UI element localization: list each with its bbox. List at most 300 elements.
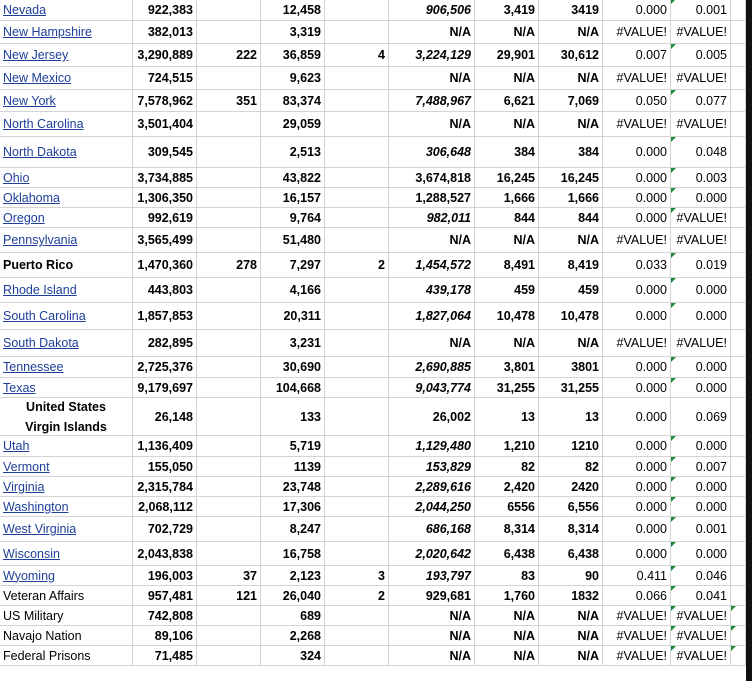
- cell-col-9[interactable]: 0.000: [671, 188, 731, 207]
- cell-col-3[interactable]: 23,748: [261, 477, 325, 496]
- cell-col-7[interactable]: 13: [539, 398, 603, 435]
- cell-jurisdiction[interactable]: Tennessee: [0, 357, 133, 377]
- cell-col-3[interactable]: 5,719: [261, 436, 325, 456]
- cell-empty[interactable]: [731, 168, 746, 187]
- cell-jurisdiction[interactable]: North Dakota: [0, 137, 133, 167]
- cell-empty[interactable]: [731, 21, 746, 43]
- cell-col-5[interactable]: 1,454,572: [389, 253, 475, 277]
- cell-col-7[interactable]: N/A: [539, 330, 603, 356]
- cell-col-6[interactable]: 3,801: [475, 357, 539, 377]
- cell-col-8[interactable]: 0.000: [603, 278, 671, 302]
- cell-col-4[interactable]: [325, 477, 389, 496]
- cell-col-6[interactable]: 82: [475, 457, 539, 476]
- cell-empty[interactable]: [731, 303, 746, 329]
- cell-col-4[interactable]: 3: [325, 566, 389, 585]
- cell-col-8[interactable]: #VALUE!: [603, 112, 671, 136]
- cell-jurisdiction[interactable]: Rhode Island: [0, 278, 133, 302]
- cell-col-1[interactable]: 3,501,404: [133, 112, 197, 136]
- cell-col-9[interactable]: 0.000: [671, 357, 731, 377]
- cell-col-5[interactable]: 2,044,250: [389, 497, 475, 516]
- cell-col-2[interactable]: 351: [197, 90, 261, 111]
- cell-jurisdiction[interactable]: New York: [0, 90, 133, 111]
- cell-col-7[interactable]: 31,255: [539, 378, 603, 397]
- cell-col-2[interactable]: [197, 378, 261, 397]
- cell-col-2[interactable]: [197, 398, 261, 435]
- cell-jurisdiction[interactable]: West Virginia: [0, 517, 133, 541]
- cell-col-4[interactable]: [325, 208, 389, 227]
- cell-col-7[interactable]: 82: [539, 457, 603, 476]
- cell-col-4[interactable]: [325, 330, 389, 356]
- cell-col-7[interactable]: 3801: [539, 357, 603, 377]
- cell-col-9[interactable]: #VALUE!: [671, 646, 731, 665]
- cell-col-7[interactable]: 6,438: [539, 542, 603, 565]
- cell-empty[interactable]: [731, 278, 746, 302]
- cell-col-6[interactable]: N/A: [475, 228, 539, 252]
- cell-col-1[interactable]: 71,485: [133, 646, 197, 665]
- cell-col-1[interactable]: 196,003: [133, 566, 197, 585]
- cell-col-6[interactable]: 16,245: [475, 168, 539, 187]
- cell-col-3[interactable]: 2,268: [261, 626, 325, 645]
- cell-col-1[interactable]: 1,306,350: [133, 188, 197, 207]
- cell-col-5[interactable]: 193,797: [389, 566, 475, 585]
- cell-col-5[interactable]: 906,506: [389, 0, 475, 20]
- cell-col-9[interactable]: #VALUE!: [671, 67, 731, 89]
- cell-col-3[interactable]: 104,668: [261, 378, 325, 397]
- cell-col-6[interactable]: 29,901: [475, 44, 539, 66]
- cell-jurisdiction[interactable]: Wyoming: [0, 566, 133, 585]
- cell-col-3[interactable]: 8,247: [261, 517, 325, 541]
- cell-col-8[interactable]: 0.066: [603, 586, 671, 605]
- cell-col-9[interactable]: #VALUE!: [671, 606, 731, 625]
- cell-col-7[interactable]: N/A: [539, 112, 603, 136]
- cell-col-4[interactable]: [325, 0, 389, 20]
- cell-col-9[interactable]: 0.000: [671, 278, 731, 302]
- cell-empty[interactable]: [731, 646, 746, 665]
- cell-col-6[interactable]: N/A: [475, 606, 539, 625]
- cell-col-2[interactable]: [197, 357, 261, 377]
- cell-col-2[interactable]: 278: [197, 253, 261, 277]
- cell-col-1[interactable]: 282,895: [133, 330, 197, 356]
- cell-col-4[interactable]: [325, 517, 389, 541]
- cell-col-8[interactable]: #VALUE!: [603, 21, 671, 43]
- cell-col-1[interactable]: 3,565,499: [133, 228, 197, 252]
- cell-col-7[interactable]: 90: [539, 566, 603, 585]
- cell-col-6[interactable]: 3,419: [475, 0, 539, 20]
- cell-col-5[interactable]: 9,043,774: [389, 378, 475, 397]
- cell-col-3[interactable]: 2,123: [261, 566, 325, 585]
- cell-col-8[interactable]: 0.000: [603, 0, 671, 20]
- cell-col-8[interactable]: 0.033: [603, 253, 671, 277]
- cell-col-5[interactable]: 306,648: [389, 137, 475, 167]
- cell-empty[interactable]: [731, 477, 746, 496]
- cell-jurisdiction[interactable]: Ohio: [0, 168, 133, 187]
- cell-col-9[interactable]: 0.041: [671, 586, 731, 605]
- cell-col-3[interactable]: 16,758: [261, 542, 325, 565]
- cell-col-9[interactable]: 0.019: [671, 253, 731, 277]
- cell-empty[interactable]: [731, 378, 746, 397]
- cell-col-6[interactable]: N/A: [475, 626, 539, 645]
- cell-col-2[interactable]: [197, 21, 261, 43]
- cell-empty[interactable]: [731, 606, 746, 625]
- cell-col-3[interactable]: 4,166: [261, 278, 325, 302]
- cell-col-5[interactable]: 2,020,642: [389, 542, 475, 565]
- cell-col-7[interactable]: N/A: [539, 228, 603, 252]
- cell-empty[interactable]: [731, 566, 746, 585]
- cell-col-5[interactable]: N/A: [389, 646, 475, 665]
- cell-col-9[interactable]: 0.005: [671, 44, 731, 66]
- cell-col-7[interactable]: 459: [539, 278, 603, 302]
- cell-col-1[interactable]: 155,050: [133, 457, 197, 476]
- cell-col-2[interactable]: [197, 208, 261, 227]
- cell-col-5[interactable]: N/A: [389, 228, 475, 252]
- cell-col-1[interactable]: 309,545: [133, 137, 197, 167]
- cell-col-7[interactable]: 1,666: [539, 188, 603, 207]
- cell-jurisdiction[interactable]: North Carolina: [0, 112, 133, 136]
- cell-col-8[interactable]: #VALUE!: [603, 67, 671, 89]
- cell-jurisdiction[interactable]: Nevada: [0, 0, 133, 20]
- cell-col-8[interactable]: #VALUE!: [603, 606, 671, 625]
- cell-jurisdiction[interactable]: Navajo Nation: [0, 626, 133, 645]
- cell-col-5[interactable]: N/A: [389, 330, 475, 356]
- cell-col-8[interactable]: 0.000: [603, 398, 671, 435]
- cell-col-3[interactable]: 3,231: [261, 330, 325, 356]
- cell-col-2[interactable]: [197, 330, 261, 356]
- cell-col-8[interactable]: #VALUE!: [603, 330, 671, 356]
- cell-col-4[interactable]: [325, 646, 389, 665]
- cell-col-2[interactable]: 121: [197, 586, 261, 605]
- cell-col-1[interactable]: 382,013: [133, 21, 197, 43]
- cell-col-5[interactable]: 686,168: [389, 517, 475, 541]
- cell-col-5[interactable]: N/A: [389, 606, 475, 625]
- cell-col-2[interactable]: [197, 646, 261, 665]
- cell-empty[interactable]: [731, 208, 746, 227]
- cell-empty[interactable]: [731, 436, 746, 456]
- cell-col-3[interactable]: 3,319: [261, 21, 325, 43]
- cell-col-7[interactable]: 30,612: [539, 44, 603, 66]
- cell-col-2[interactable]: 222: [197, 44, 261, 66]
- cell-col-4[interactable]: [325, 112, 389, 136]
- cell-jurisdiction[interactable]: New Hampshire: [0, 21, 133, 43]
- cell-col-8[interactable]: 0.000: [603, 517, 671, 541]
- cell-col-6[interactable]: 8,491: [475, 253, 539, 277]
- cell-col-1[interactable]: 992,619: [133, 208, 197, 227]
- cell-col-7[interactable]: 1210: [539, 436, 603, 456]
- cell-col-7[interactable]: 6,556: [539, 497, 603, 516]
- cell-col-5[interactable]: 929,681: [389, 586, 475, 605]
- cell-col-8[interactable]: #VALUE!: [603, 228, 671, 252]
- cell-col-7[interactable]: N/A: [539, 626, 603, 645]
- cell-col-9[interactable]: #VALUE!: [671, 208, 731, 227]
- cell-col-9[interactable]: 0.000: [671, 303, 731, 329]
- cell-col-1[interactable]: 2,068,112: [133, 497, 197, 516]
- cell-col-4[interactable]: [325, 357, 389, 377]
- cell-col-4[interactable]: [325, 606, 389, 625]
- cell-col-9[interactable]: #VALUE!: [671, 112, 731, 136]
- cell-col-2[interactable]: [197, 542, 261, 565]
- cell-col-2[interactable]: [197, 188, 261, 207]
- cell-col-3[interactable]: 30,690: [261, 357, 325, 377]
- cell-col-7[interactable]: 8,314: [539, 517, 603, 541]
- cell-col-3[interactable]: 2,513: [261, 137, 325, 167]
- cell-col-3[interactable]: 83,374: [261, 90, 325, 111]
- cell-jurisdiction[interactable]: South Carolina: [0, 303, 133, 329]
- cell-col-1[interactable]: 443,803: [133, 278, 197, 302]
- cell-empty[interactable]: [731, 497, 746, 516]
- cell-col-8[interactable]: 0.000: [603, 208, 671, 227]
- cell-col-2[interactable]: [197, 436, 261, 456]
- cell-col-3[interactable]: 36,859: [261, 44, 325, 66]
- cell-col-2[interactable]: [197, 137, 261, 167]
- cell-col-4[interactable]: [325, 303, 389, 329]
- cell-col-6[interactable]: 1,760: [475, 586, 539, 605]
- cell-col-2[interactable]: [197, 517, 261, 541]
- cell-col-5[interactable]: 1,288,527: [389, 188, 475, 207]
- cell-col-4[interactable]: [325, 626, 389, 645]
- cell-empty[interactable]: [731, 457, 746, 476]
- cell-col-4[interactable]: 4: [325, 44, 389, 66]
- cell-col-9[interactable]: 0.048: [671, 137, 731, 167]
- cell-col-8[interactable]: 0.000: [603, 436, 671, 456]
- cell-col-1[interactable]: 26,148: [133, 398, 197, 435]
- cell-col-1[interactable]: 2,043,838: [133, 542, 197, 565]
- cell-col-9[interactable]: 0.000: [671, 497, 731, 516]
- cell-empty[interactable]: [731, 330, 746, 356]
- cell-col-9[interactable]: 0.000: [671, 477, 731, 496]
- cell-col-8[interactable]: #VALUE!: [603, 626, 671, 645]
- cell-col-6[interactable]: 6556: [475, 497, 539, 516]
- cell-col-8[interactable]: 0.000: [603, 477, 671, 496]
- cell-col-7[interactable]: 8,419: [539, 253, 603, 277]
- cell-col-6[interactable]: 1,210: [475, 436, 539, 456]
- cell-col-4[interactable]: 2: [325, 253, 389, 277]
- cell-col-1[interactable]: 1,857,853: [133, 303, 197, 329]
- cell-col-8[interactable]: 0.000: [603, 303, 671, 329]
- cell-col-8[interactable]: 0.050: [603, 90, 671, 111]
- cell-col-1[interactable]: 89,106: [133, 626, 197, 645]
- cell-col-3[interactable]: 9,623: [261, 67, 325, 89]
- cell-col-4[interactable]: 2: [325, 586, 389, 605]
- cell-empty[interactable]: [731, 112, 746, 136]
- cell-col-4[interactable]: [325, 457, 389, 476]
- cell-col-2[interactable]: 37: [197, 566, 261, 585]
- cell-empty[interactable]: [731, 0, 746, 20]
- cell-empty[interactable]: [731, 398, 746, 435]
- cell-col-7[interactable]: N/A: [539, 21, 603, 43]
- cell-col-9[interactable]: #VALUE!: [671, 330, 731, 356]
- cell-col-6[interactable]: 6,621: [475, 90, 539, 111]
- cell-col-5[interactable]: N/A: [389, 112, 475, 136]
- cell-col-3[interactable]: 9,764: [261, 208, 325, 227]
- cell-empty[interactable]: [731, 357, 746, 377]
- cell-col-6[interactable]: N/A: [475, 21, 539, 43]
- cell-col-7[interactable]: 844: [539, 208, 603, 227]
- cell-col-5[interactable]: N/A: [389, 21, 475, 43]
- cell-col-9[interactable]: 0.001: [671, 0, 731, 20]
- cell-col-6[interactable]: 6,438: [475, 542, 539, 565]
- cell-col-2[interactable]: [197, 112, 261, 136]
- cell-col-6[interactable]: 384: [475, 137, 539, 167]
- cell-col-4[interactable]: [325, 228, 389, 252]
- cell-jurisdiction[interactable]: Washington: [0, 497, 133, 516]
- cell-col-2[interactable]: [197, 457, 261, 476]
- cell-col-7[interactable]: N/A: [539, 646, 603, 665]
- cell-col-4[interactable]: [325, 188, 389, 207]
- cell-empty[interactable]: [731, 517, 746, 541]
- cell-empty[interactable]: [731, 67, 746, 89]
- cell-col-1[interactable]: 2,725,376: [133, 357, 197, 377]
- cell-col-2[interactable]: [197, 168, 261, 187]
- cell-jurisdiction[interactable]: Vermont: [0, 457, 133, 476]
- cell-jurisdiction[interactable]: Utah: [0, 436, 133, 456]
- cell-col-2[interactable]: [197, 303, 261, 329]
- cell-col-3[interactable]: 29,059: [261, 112, 325, 136]
- cell-empty[interactable]: [731, 90, 746, 111]
- cell-col-9[interactable]: #VALUE!: [671, 626, 731, 645]
- cell-col-7[interactable]: 1832: [539, 586, 603, 605]
- cell-empty[interactable]: [731, 44, 746, 66]
- cell-col-3[interactable]: 51,480: [261, 228, 325, 252]
- cell-col-6[interactable]: 83: [475, 566, 539, 585]
- cell-col-4[interactable]: [325, 137, 389, 167]
- cell-empty[interactable]: [731, 542, 746, 565]
- cell-col-3[interactable]: 26,040: [261, 586, 325, 605]
- cell-col-2[interactable]: [197, 626, 261, 645]
- cell-col-1[interactable]: 9,179,697: [133, 378, 197, 397]
- cell-col-4[interactable]: [325, 542, 389, 565]
- cell-jurisdiction[interactable]: Oregon: [0, 208, 133, 227]
- cell-col-9[interactable]: 0.003: [671, 168, 731, 187]
- cell-col-5[interactable]: 153,829: [389, 457, 475, 476]
- cell-col-5[interactable]: N/A: [389, 626, 475, 645]
- cell-col-6[interactable]: 844: [475, 208, 539, 227]
- cell-col-5[interactable]: 26,002: [389, 398, 475, 435]
- cell-col-1[interactable]: 3,734,885: [133, 168, 197, 187]
- cell-col-5[interactable]: 7,488,967: [389, 90, 475, 111]
- cell-col-4[interactable]: [325, 378, 389, 397]
- cell-col-5[interactable]: 3,224,129: [389, 44, 475, 66]
- cell-col-5[interactable]: N/A: [389, 67, 475, 89]
- cell-col-4[interactable]: [325, 436, 389, 456]
- cell-col-7[interactable]: 384: [539, 137, 603, 167]
- cell-col-9[interactable]: 0.007: [671, 457, 731, 476]
- cell-jurisdiction[interactable]: Veteran Affairs: [0, 586, 133, 605]
- cell-jurisdiction[interactable]: Texas: [0, 378, 133, 397]
- cell-col-5[interactable]: 439,178: [389, 278, 475, 302]
- cell-jurisdiction[interactable]: South Dakota: [0, 330, 133, 356]
- cell-col-8[interactable]: 0.000: [603, 188, 671, 207]
- cell-col-9[interactable]: #VALUE!: [671, 21, 731, 43]
- cell-col-5[interactable]: 2,690,885: [389, 357, 475, 377]
- cell-col-2[interactable]: [197, 228, 261, 252]
- cell-col-8[interactable]: 0.000: [603, 378, 671, 397]
- cell-col-6[interactable]: 2,420: [475, 477, 539, 496]
- cell-col-3[interactable]: 20,311: [261, 303, 325, 329]
- cell-col-1[interactable]: 742,808: [133, 606, 197, 625]
- cell-col-1[interactable]: 957,481: [133, 586, 197, 605]
- cell-col-7[interactable]: N/A: [539, 67, 603, 89]
- cell-col-5[interactable]: 1,129,480: [389, 436, 475, 456]
- cell-col-8[interactable]: 0.000: [603, 168, 671, 187]
- cell-empty[interactable]: [731, 137, 746, 167]
- cell-col-4[interactable]: [325, 90, 389, 111]
- cell-col-3[interactable]: 12,458: [261, 0, 325, 20]
- cell-jurisdiction[interactable]: New Mexico: [0, 67, 133, 89]
- cell-empty[interactable]: [731, 188, 746, 207]
- cell-col-3[interactable]: 16,157: [261, 188, 325, 207]
- cell-col-1[interactable]: 3,290,889: [133, 44, 197, 66]
- cell-jurisdiction[interactable]: Federal Prisons: [0, 646, 133, 665]
- cell-col-9[interactable]: 0.000: [671, 378, 731, 397]
- cell-col-9[interactable]: 0.000: [671, 542, 731, 565]
- cell-jurisdiction[interactable]: Oklahoma: [0, 188, 133, 207]
- cell-col-4[interactable]: [325, 278, 389, 302]
- cell-col-1[interactable]: 7,578,962: [133, 90, 197, 111]
- cell-jurisdiction[interactable]: Puerto Rico: [0, 253, 133, 277]
- cell-col-8[interactable]: #VALUE!: [603, 646, 671, 665]
- cell-col-4[interactable]: [325, 168, 389, 187]
- cell-col-7[interactable]: 2420: [539, 477, 603, 496]
- cell-col-3[interactable]: 7,297: [261, 253, 325, 277]
- cell-empty[interactable]: [731, 253, 746, 277]
- cell-col-8[interactable]: 0.000: [603, 497, 671, 516]
- cell-col-1[interactable]: 724,515: [133, 67, 197, 89]
- cell-col-6[interactable]: 1,666: [475, 188, 539, 207]
- cell-col-1[interactable]: 922,383: [133, 0, 197, 20]
- cell-col-6[interactable]: 13: [475, 398, 539, 435]
- cell-col-2[interactable]: [197, 477, 261, 496]
- cell-col-7[interactable]: 7,069: [539, 90, 603, 111]
- cell-col-3[interactable]: 689: [261, 606, 325, 625]
- cell-col-9[interactable]: #VALUE!: [671, 228, 731, 252]
- cell-col-5[interactable]: 1,827,064: [389, 303, 475, 329]
- cell-col-1[interactable]: 1,136,409: [133, 436, 197, 456]
- cell-col-6[interactable]: 8,314: [475, 517, 539, 541]
- cell-col-1[interactable]: 1,470,360: [133, 253, 197, 277]
- cell-jurisdiction[interactable]: Pennsylvania: [0, 228, 133, 252]
- cell-jurisdiction[interactable]: Virginia: [0, 477, 133, 496]
- cell-col-5[interactable]: 3,674,818: [389, 168, 475, 187]
- cell-jurisdiction[interactable]: New Jersey: [0, 44, 133, 66]
- cell-jurisdiction[interactable]: [0, 398, 133, 435]
- cell-empty[interactable]: [731, 626, 746, 645]
- cell-col-4[interactable]: [325, 398, 389, 435]
- cell-col-1[interactable]: 702,729: [133, 517, 197, 541]
- cell-col-4[interactable]: [325, 67, 389, 89]
- cell-col-4[interactable]: [325, 21, 389, 43]
- cell-col-5[interactable]: 982,011: [389, 208, 475, 227]
- cell-col-7[interactable]: 10,478: [539, 303, 603, 329]
- cell-empty[interactable]: [731, 228, 746, 252]
- cell-col-9[interactable]: 0.001: [671, 517, 731, 541]
- cell-col-9[interactable]: 0.077: [671, 90, 731, 111]
- cell-col-6[interactable]: 31,255: [475, 378, 539, 397]
- cell-col-6[interactable]: 10,478: [475, 303, 539, 329]
- cell-col-2[interactable]: [197, 67, 261, 89]
- cell-col-6[interactable]: N/A: [475, 646, 539, 665]
- cell-col-3[interactable]: 133: [261, 398, 325, 435]
- cell-col-9[interactable]: 0.000: [671, 436, 731, 456]
- cell-jurisdiction[interactable]: US Military: [0, 606, 133, 625]
- cell-col-6[interactable]: N/A: [475, 67, 539, 89]
- cell-col-7[interactable]: N/A: [539, 606, 603, 625]
- cell-col-8[interactable]: 0.000: [603, 137, 671, 167]
- cell-col-3[interactable]: 17,306: [261, 497, 325, 516]
- cell-col-6[interactable]: N/A: [475, 112, 539, 136]
- cell-col-8[interactable]: 0.000: [603, 542, 671, 565]
- cell-col-8[interactable]: 0.007: [603, 44, 671, 66]
- cell-col-5[interactable]: 2,289,616: [389, 477, 475, 496]
- cell-col-4[interactable]: [325, 497, 389, 516]
